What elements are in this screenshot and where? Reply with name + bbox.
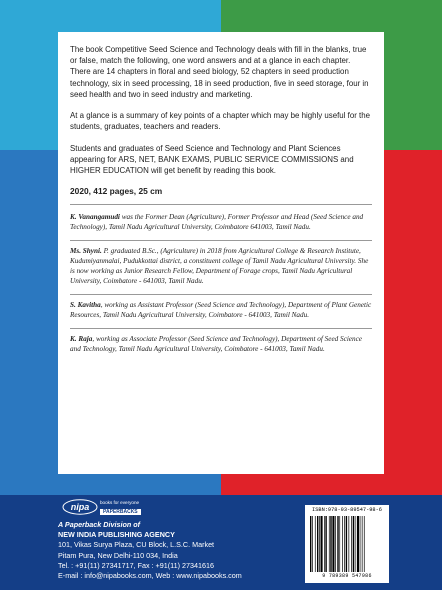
nipa-logo-icon xyxy=(62,499,98,515)
author-description: was the Former Dean (Agriculture), Former Professor and Head (Seed Science and Technology), Tamil Nadu Agricultural University, Coimbatore 641003, Tamil Nadu. xyxy=(70,213,364,232)
author-bio xyxy=(70,301,372,329)
publisher-division: A Paperback Division of xyxy=(58,520,141,529)
author-name: K. Vanangamudi xyxy=(70,213,120,222)
author-bio xyxy=(70,213,372,241)
publication-details: 2020, 412 pages, 25 cm xyxy=(70,186,163,197)
barcode-number: 9 789389 547986 xyxy=(322,573,372,579)
isbn-barcode xyxy=(305,505,389,583)
back-cover-panel xyxy=(58,32,384,474)
publisher-tagline: books for everyone xyxy=(100,500,140,505)
author-name: Ms. Shyni. xyxy=(70,247,102,256)
author-bio xyxy=(70,247,372,295)
divider xyxy=(70,204,372,205)
barcode-bars xyxy=(310,516,384,572)
publisher-email: E-mail : info@nipabooks.com, Web : www.nipabooks.com xyxy=(58,571,242,581)
publisher-address-line-2: Pitam Pura, New Delhi-110 034, India xyxy=(58,550,178,560)
logo-text: nipa xyxy=(70,502,90,513)
isbn-label: ISBN:978-93-89547-98-6 xyxy=(312,507,382,513)
author-description: P. graduated B.Sc., (Agriculture) in 2018 from Agricultural College & Research Institute, Kudumiyanmalai, Pudukkottai district, a constituent college of Tamil Nadu Agricultural University. She is now working as Junior Research Fellow, Department of Forage crops, Tamil Nadu Agricultural University, Coimbatore - 641003, Tamil Nadu. xyxy=(70,247,369,285)
blurb-paragraph-1: The book Competitive Seed Science and Technology deals with fill in the blanks, true or false, match the following, one word answers and at a glance in each chapter. There are 14 chapters in floral and seed biology, 52 chapters in seed production technology, six in seed processing, 18 in seed production, five in seed storage, four in seed health and two in seed industry and marketing. xyxy=(70,45,369,99)
publisher-name: NEW INDIA PUBLISHING AGENCY xyxy=(58,530,175,540)
blurb-paragraph-2: At a glance is a summary of key points of a chapter which may be highly useful for the students, graduates, teachers and readers. xyxy=(70,111,370,132)
author-bio xyxy=(70,335,372,362)
author-name: S. Kavitha xyxy=(70,300,101,309)
author-name: K. Raja xyxy=(70,334,93,343)
author-description: , working as Assistant Professor (Seed Science and Technology), Department of Plant Genetic Resources, Tamil Nadu Agricultural University, Coimbatore - 641003, Tamil Nadu. xyxy=(70,300,372,319)
publisher-address-line-1: 101, Vikas Surya Plaza, CU Block, L.S.C. Market xyxy=(58,540,215,550)
imprint-label: PAPERBACKS xyxy=(100,509,141,515)
publisher-block xyxy=(58,520,242,581)
author-description: , working as Associate Professor (Seed Science and Technology), Department of Seed Science and Technology, Tamil Nadu Agricultural University, Coimbatore - 641003, Tamil Nadu. xyxy=(70,334,362,353)
blurb-paragraph-3: Students and graduates of Seed Science and Technology and Plant Sciences appearing for ARS, NET, BANK EXAMS, PUBLIC SERVICE COMMISSIONS and HIGHER EDUCATION will get benefit by reading this book. xyxy=(70,143,354,175)
publisher-phone: Tel. : +91(11) 27341717, Fax : +91(11) 27341616 xyxy=(58,560,214,570)
